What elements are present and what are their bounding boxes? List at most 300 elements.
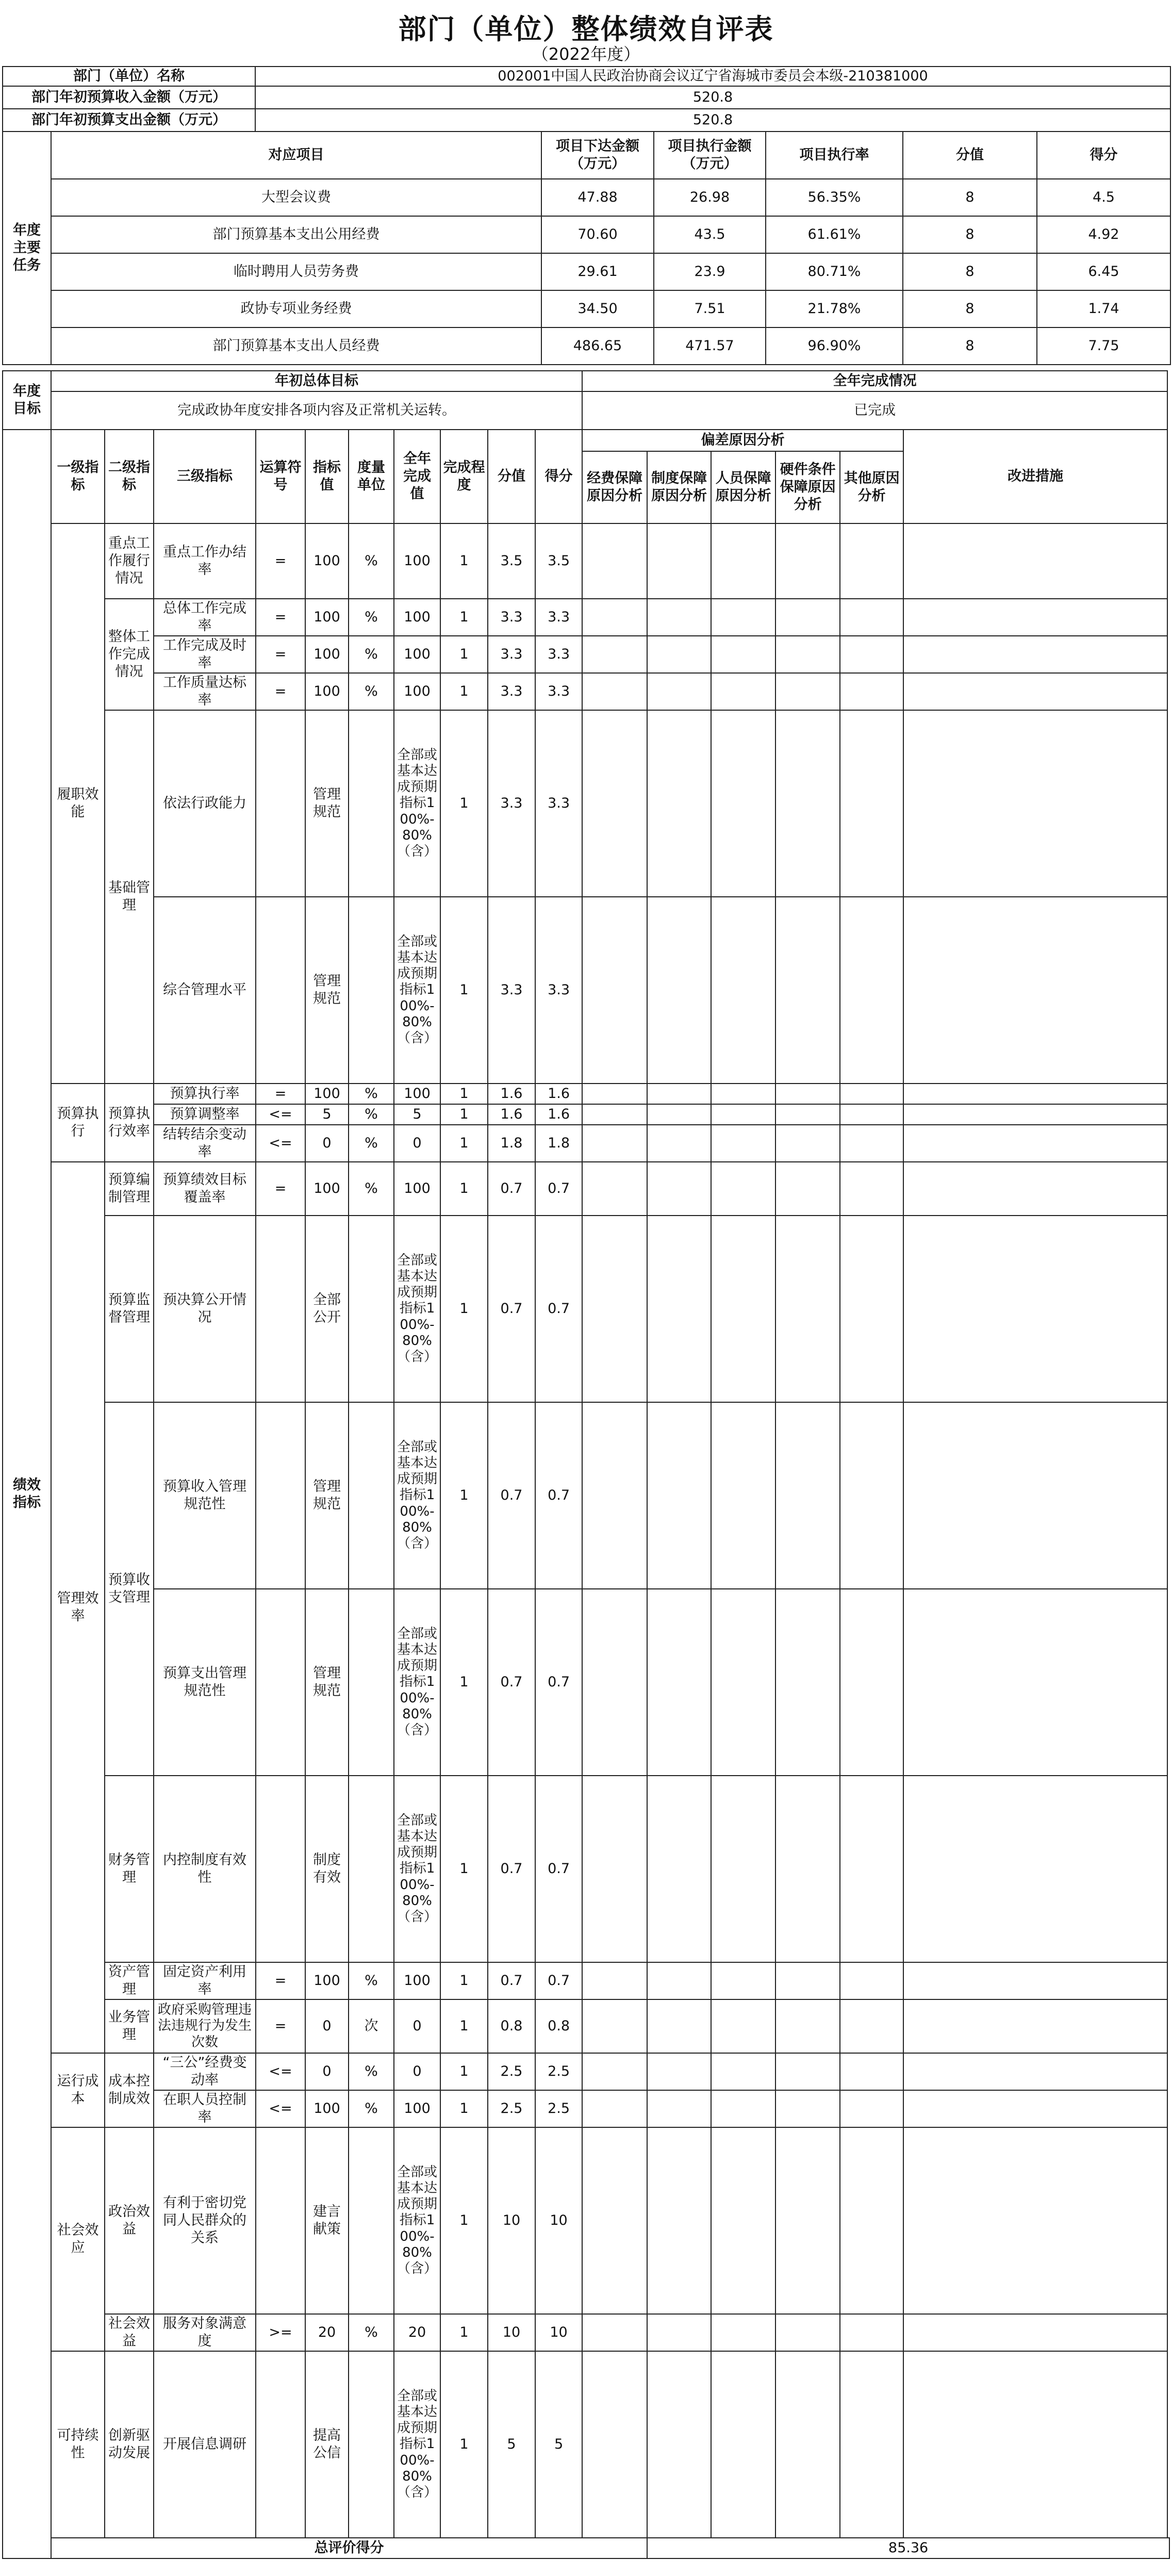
task-rate: 21.78% <box>766 290 903 327</box>
table-row <box>3 2351 1169 2538</box>
l2-cell: 财务管理 <box>105 1776 154 1962</box>
table-row <box>3 2090 1169 2127</box>
d5-cell <box>840 1216 903 1402</box>
actual-cell: 100 <box>394 599 440 636</box>
improve-cell <box>903 2351 1167 2538</box>
d2-cell <box>647 523 711 599</box>
improve-cell <box>903 673 1167 710</box>
unit-cell <box>349 710 394 897</box>
task-issued: 70.60 <box>541 216 654 253</box>
l3-cell: 有利于密切党同人民群众的关系 <box>154 2127 256 2314</box>
d1-cell <box>582 636 647 673</box>
d4-cell <box>775 2127 840 2314</box>
d2-cell <box>647 1162 711 1216</box>
score-cell: 10 <box>488 2314 535 2351</box>
table-row <box>3 1125 1169 1162</box>
table-row <box>3 1084 1169 1104</box>
d4-cell <box>775 523 840 599</box>
d1-cell <box>582 1999 647 2053</box>
tasks-section-label: 年度主要任务 <box>3 132 51 365</box>
l1-cell: 运行成本 <box>51 2053 105 2127</box>
d4-cell <box>775 1162 840 1216</box>
task-score: 8 <box>903 216 1037 253</box>
d1-cell <box>582 897 647 1084</box>
actual-cell: 5 <box>394 1104 440 1125</box>
col-d3: 人员保障原因分析 <box>711 451 775 523</box>
l2-cell: 预算收支管理 <box>105 1402 154 1776</box>
task-executed: 23.9 <box>654 253 766 290</box>
d5-cell <box>840 2090 903 2127</box>
actual-cell: 100 <box>394 1084 440 1104</box>
col-d5: 其他原因分析 <box>840 451 903 523</box>
d5-cell <box>840 2127 903 2314</box>
op-cell: = <box>256 1999 305 2053</box>
d1-cell <box>582 2351 647 2538</box>
score-cell: 0.7 <box>488 1402 535 1589</box>
target-cell: 全部公开 <box>305 1216 349 1402</box>
got-cell: 5 <box>535 2351 582 2538</box>
d3-cell <box>711 523 775 599</box>
col-op: 运算符号 <box>256 430 305 523</box>
actual-cell: 20 <box>394 2314 440 2351</box>
improve-cell <box>903 1162 1167 1216</box>
got-cell: 10 <box>535 2314 582 2351</box>
actual-cell: 全部或基本达成预期指标100%-80%（含） <box>394 1589 440 1776</box>
improve-cell <box>903 2090 1167 2127</box>
l2-cell: 创新驱动发展 <box>105 2351 154 2538</box>
d1-cell <box>582 673 647 710</box>
col-done: 完成程度 <box>440 430 488 523</box>
improve-cell <box>903 1589 1167 1776</box>
target-cell: 建言献策 <box>305 2127 349 2314</box>
task-name: 大型会议费 <box>51 179 541 216</box>
done-cell: 1 <box>440 1125 488 1162</box>
col-target: 指标值 <box>305 430 349 523</box>
d2-cell <box>647 636 711 673</box>
task-issued: 34.50 <box>541 290 654 327</box>
d2-cell <box>647 1999 711 2053</box>
d3-cell <box>711 1776 775 1962</box>
d3-cell <box>711 2351 775 2538</box>
op-cell: = <box>256 1962 305 1999</box>
d3-cell <box>711 1084 775 1104</box>
task-name: 部门预算基本支出人员经费 <box>51 327 541 365</box>
col-d2: 制度保障原因分析 <box>647 451 711 523</box>
op-cell <box>256 897 305 1084</box>
page-title: 部门（单位）整体绩效自评表 <box>398 13 774 45</box>
task-name: 部门预算基本支出公用经费 <box>51 216 541 253</box>
done-cell: 1 <box>440 599 488 636</box>
got-cell: 1.6 <box>535 1084 582 1104</box>
l2-cell: 整体工作完成情况 <box>105 599 154 710</box>
d4-cell <box>775 636 840 673</box>
table-row <box>3 599 1169 636</box>
d3-cell <box>711 710 775 897</box>
op-cell <box>256 1589 305 1776</box>
d4-cell <box>775 1104 840 1125</box>
task-name: 政协专项业务经费 <box>51 290 541 327</box>
l2-cell: 政治效益 <box>105 2127 154 2314</box>
l1-cell: 可持续性 <box>51 2351 105 2538</box>
d2-cell <box>647 1962 711 1999</box>
unit-cell: % <box>349 1162 394 1216</box>
l3-cell: 预算绩效目标覆盖率 <box>154 1162 256 1216</box>
d5-cell <box>840 2053 903 2090</box>
l2-cell: 社会效益 <box>105 2314 154 2351</box>
l2-cell: 成本控制成效 <box>105 2053 154 2127</box>
actual-cell: 100 <box>394 1162 440 1216</box>
score-cell: 0.7 <box>488 1962 535 1999</box>
d2-cell <box>647 2351 711 2538</box>
initial-goal-text: 完成政协年度安排各项内容及正常机关运转。 <box>51 391 582 430</box>
done-cell: 1 <box>440 2351 488 2538</box>
l3-cell: 总体工作完成率 <box>154 599 256 636</box>
op-cell: <= <box>256 1125 305 1162</box>
d2-cell <box>647 2090 711 2127</box>
d1-cell <box>582 710 647 897</box>
l3-cell: 固定资产利用率 <box>154 1962 256 1999</box>
op-cell: = <box>256 1162 305 1216</box>
target-cell: 0 <box>305 1999 349 2053</box>
l3-cell: 内控制度有效性 <box>154 1776 256 1962</box>
op-cell: = <box>256 636 305 673</box>
actual-cell: 全部或基本达成预期指标100%-80%（含） <box>394 897 440 1084</box>
d1-cell <box>582 523 647 599</box>
actual-cell: 0 <box>394 1125 440 1162</box>
l3-cell: 在职人员控制率 <box>154 2090 256 2127</box>
table-row <box>3 1962 1169 1999</box>
done-cell: 1 <box>440 1999 488 2053</box>
got-cell: 0.7 <box>535 1162 582 1216</box>
target-cell: 100 <box>305 1162 349 1216</box>
table-row <box>3 673 1169 710</box>
d1-cell <box>582 599 647 636</box>
unit-cell: % <box>349 1104 394 1125</box>
unit-cell: % <box>349 2314 394 2351</box>
task-got: 1.74 <box>1037 290 1170 327</box>
d4-cell <box>775 1084 840 1104</box>
target-cell: 100 <box>305 523 349 599</box>
l1-cell: 管理效率 <box>51 1162 105 2053</box>
table-row <box>3 897 1169 1084</box>
actual-cell: 全部或基本达成预期指标100%-80%（含） <box>394 2127 440 2314</box>
table-row <box>3 1162 1169 1216</box>
score-cell: 2.5 <box>488 2053 535 2090</box>
improve-cell <box>903 1084 1167 1104</box>
task-name: 临时聘用人员劳务费 <box>51 253 541 290</box>
target-cell: 0 <box>305 1125 349 1162</box>
actual-cell: 全部或基本达成预期指标100%-80%（含） <box>394 2351 440 2538</box>
d3-cell <box>711 1104 775 1125</box>
op-cell <box>256 1776 305 1962</box>
op-cell <box>256 1402 305 1589</box>
l3-cell: 结转结余变动率 <box>154 1125 256 1162</box>
target-cell: 100 <box>305 1084 349 1104</box>
unit-cell <box>349 2351 394 2538</box>
d2-cell <box>647 1402 711 1589</box>
target-cell: 提高公信 <box>305 2351 349 2538</box>
score-cell: 3.3 <box>488 897 535 1084</box>
d3-cell <box>711 1589 775 1776</box>
col-d4: 硬件条件保障原因分析 <box>775 451 840 523</box>
d5-cell <box>840 1084 903 1104</box>
l2-cell: 资产管理 <box>105 1962 154 1999</box>
done-cell: 1 <box>440 1162 488 1216</box>
actual-cell: 全部或基本达成预期指标100%-80%（含） <box>394 1216 440 1402</box>
table-row <box>3 2314 1169 2351</box>
op-cell: <= <box>256 1104 305 1125</box>
op-cell: = <box>256 523 305 599</box>
op-cell: = <box>256 1084 305 1104</box>
l2-cell: 业务管理 <box>105 1999 154 2053</box>
d3-cell <box>711 599 775 636</box>
done-cell: 1 <box>440 2314 488 2351</box>
d1-cell <box>582 1162 647 1216</box>
d5-cell <box>840 523 903 599</box>
target-cell: 100 <box>305 2090 349 2127</box>
target-cell: 制度有效 <box>305 1776 349 1962</box>
tasks-header-rate: 项目执行率 <box>766 132 903 179</box>
improve-cell <box>903 523 1167 599</box>
unit-cell: % <box>349 2053 394 2090</box>
target-cell: 5 <box>305 1104 349 1125</box>
improve-cell <box>903 2314 1167 2351</box>
unit-cell: % <box>349 673 394 710</box>
score-cell: 0.7 <box>488 1216 535 1402</box>
unit-cell <box>349 1776 394 1962</box>
col-score: 分值 <box>488 430 535 523</box>
d2-cell <box>647 1216 711 1402</box>
task-executed: 471.57 <box>654 327 766 365</box>
actual-cell: 全部或基本达成预期指标100%-80%（含） <box>394 1776 440 1962</box>
table-row <box>3 1402 1169 1589</box>
improve-cell <box>903 1776 1167 1962</box>
op-cell: <= <box>256 2090 305 2127</box>
task-issued: 486.65 <box>541 327 654 365</box>
d2-cell <box>647 710 711 897</box>
unit-cell: % <box>349 523 394 599</box>
op-cell: = <box>256 599 305 636</box>
done-cell: 1 <box>440 2090 488 2127</box>
table-row <box>3 1104 1169 1125</box>
col-unit: 度量单位 <box>349 430 394 523</box>
actual-cell: 全部或基本达成预期指标100%-80%（含） <box>394 710 440 897</box>
d1-cell <box>582 1125 647 1162</box>
d5-cell <box>840 710 903 897</box>
d4-cell <box>775 1216 840 1402</box>
task-issued: 47.88 <box>541 179 654 216</box>
d1-cell <box>582 1962 647 1999</box>
score-cell: 1.6 <box>488 1084 535 1104</box>
improve-cell <box>903 636 1167 673</box>
d2-cell <box>647 673 711 710</box>
unit-cell: % <box>349 2090 394 2127</box>
unit-cell: % <box>349 1084 394 1104</box>
d3-cell <box>711 897 775 1084</box>
done-cell: 1 <box>440 2127 488 2314</box>
task-issued: 29.61 <box>541 253 654 290</box>
op-cell <box>256 2127 305 2314</box>
d4-cell <box>775 673 840 710</box>
improve-cell <box>903 1104 1167 1125</box>
d5-cell <box>840 897 903 1084</box>
task-score: 8 <box>903 179 1037 216</box>
d5-cell <box>840 1962 903 1999</box>
got-cell: 3.3 <box>535 636 582 673</box>
l3-cell: 开展信息调研 <box>154 2351 256 2538</box>
target-cell: 管理规范 <box>305 1589 349 1776</box>
got-cell: 2.5 <box>535 2090 582 2127</box>
d2-cell <box>647 1125 711 1162</box>
d3-cell <box>711 1125 775 1162</box>
task-executed: 7.51 <box>654 290 766 327</box>
d1-cell <box>582 1776 647 1962</box>
op-cell <box>256 710 305 897</box>
d5-cell <box>840 1776 903 1962</box>
target-cell: 20 <box>305 2314 349 2351</box>
d2-cell <box>647 2127 711 2314</box>
col-l1: 一级指标 <box>51 430 105 523</box>
d5-cell <box>840 1104 903 1125</box>
got-cell: 10 <box>535 2127 582 2314</box>
unit-cell: % <box>349 599 394 636</box>
l3-cell: 工作质量达标率 <box>154 673 256 710</box>
improve-cell <box>903 897 1167 1084</box>
income-label: 部门年初预算收入金额（万元） <box>3 86 255 109</box>
got-cell: 3.5 <box>535 523 582 599</box>
done-cell: 1 <box>440 897 488 1084</box>
tasks-header-issued: 项目下达金额（万元） <box>541 132 654 179</box>
l1-cell: 履职效能 <box>51 523 105 1084</box>
got-cell: 3.3 <box>535 897 582 1084</box>
d1-cell <box>582 2314 647 2351</box>
l3-cell: 工作完成及时率 <box>154 636 256 673</box>
l3-cell: 预算执行率 <box>154 1084 256 1104</box>
total-score-label: 总评价得分 <box>51 2538 647 2558</box>
d3-cell <box>711 1216 775 1402</box>
task-score: 8 <box>903 290 1037 327</box>
table-row <box>3 1776 1169 1962</box>
d4-cell <box>775 897 840 1084</box>
actual-cell: 100 <box>394 1962 440 1999</box>
task-got: 4.5 <box>1037 179 1170 216</box>
done-cell: 1 <box>440 2053 488 2090</box>
score-cell: 1.6 <box>488 1104 535 1125</box>
col-l2: 二级指标 <box>105 430 154 523</box>
d5-cell <box>840 673 903 710</box>
task-rate: 96.90% <box>766 327 903 365</box>
score-cell: 0.7 <box>488 1162 535 1216</box>
d1-cell <box>582 2053 647 2090</box>
l3-cell: 预决算公开情况 <box>154 1216 256 1402</box>
completion-text: 已完成 <box>582 391 1167 430</box>
target-cell: 100 <box>305 673 349 710</box>
performance-table <box>2 370 1170 2559</box>
improve-cell <box>903 2127 1167 2314</box>
actual-cell: 0 <box>394 2053 440 2090</box>
unit-cell: % <box>349 1962 394 1999</box>
actual-cell: 0 <box>394 1999 440 2053</box>
col-deviation: 偏差原因分析 <box>582 430 903 451</box>
d3-cell <box>711 1962 775 1999</box>
initial-goal-header: 年初总体目标 <box>51 371 582 391</box>
score-cell: 1.8 <box>488 1125 535 1162</box>
col-d1: 经费保障原因分析 <box>582 451 647 523</box>
score-cell: 5 <box>488 2351 535 2538</box>
task-score: 8 <box>903 327 1037 365</box>
d2-cell <box>647 2053 711 2090</box>
d5-cell <box>840 1999 903 2053</box>
l3-cell: 综合管理水平 <box>154 897 256 1084</box>
tasks-header-project: 对应项目 <box>51 132 541 179</box>
l3-cell: 预算调整率 <box>154 1104 256 1125</box>
task-rate: 61.61% <box>766 216 903 253</box>
l3-cell: “三公”经费变动率 <box>154 2053 256 2090</box>
got-cell: 3.3 <box>535 673 582 710</box>
d5-cell <box>840 599 903 636</box>
improve-cell <box>903 1999 1167 2053</box>
d1-cell <box>582 2127 647 2314</box>
unit-cell <box>349 1216 394 1402</box>
done-cell: 1 <box>440 1962 488 1999</box>
d3-cell <box>711 1162 775 1216</box>
actual-cell: 100 <box>394 523 440 599</box>
done-cell: 1 <box>440 1104 488 1125</box>
actual-cell: 100 <box>394 673 440 710</box>
got-cell: 3.3 <box>535 710 582 897</box>
expense-value: 520.8 <box>255 109 1170 132</box>
task-score: 8 <box>903 253 1037 290</box>
d3-cell <box>711 1402 775 1589</box>
info-and-tasks-table <box>2 66 1171 365</box>
unit-cell: % <box>349 1125 394 1162</box>
d3-cell <box>711 2090 775 2127</box>
got-cell: 0.7 <box>535 1216 582 1402</box>
got-cell: 0.8 <box>535 1999 582 2053</box>
completion-header: 全年完成情况 <box>582 371 1167 391</box>
unit-cell: % <box>349 636 394 673</box>
d2-cell <box>647 1104 711 1125</box>
d5-cell <box>840 636 903 673</box>
table-row <box>3 1999 1169 2053</box>
score-cell: 2.5 <box>488 2090 535 2127</box>
done-cell: 1 <box>440 1402 488 1589</box>
task-rate: 80.71% <box>766 253 903 290</box>
table-row <box>3 2127 1169 2314</box>
d5-cell <box>840 1125 903 1162</box>
unit-cell <box>349 1402 394 1589</box>
improve-cell <box>903 1125 1167 1162</box>
d3-cell <box>711 2053 775 2090</box>
d2-cell <box>647 1776 711 1962</box>
task-row <box>3 327 1170 365</box>
l3-cell: 预算支出管理规范性 <box>154 1589 256 1776</box>
l2-cell: 基础管理 <box>105 710 154 1084</box>
task-row <box>3 179 1170 216</box>
target-cell: 0 <box>305 2053 349 2090</box>
tasks-header-got: 得分 <box>1037 132 1170 179</box>
done-cell: 1 <box>440 636 488 673</box>
l2-cell: 预算执行效率 <box>105 1084 154 1162</box>
d5-cell <box>840 1402 903 1589</box>
dept-name-label: 部门（单位）名称 <box>3 67 255 86</box>
d4-cell <box>775 1776 840 1962</box>
goal-section-label: 年度目标 <box>3 371 51 430</box>
task-got: 7.75 <box>1037 327 1170 365</box>
op-cell <box>256 2351 305 2538</box>
got-cell: 1.6 <box>535 1104 582 1125</box>
table-row <box>3 636 1169 673</box>
